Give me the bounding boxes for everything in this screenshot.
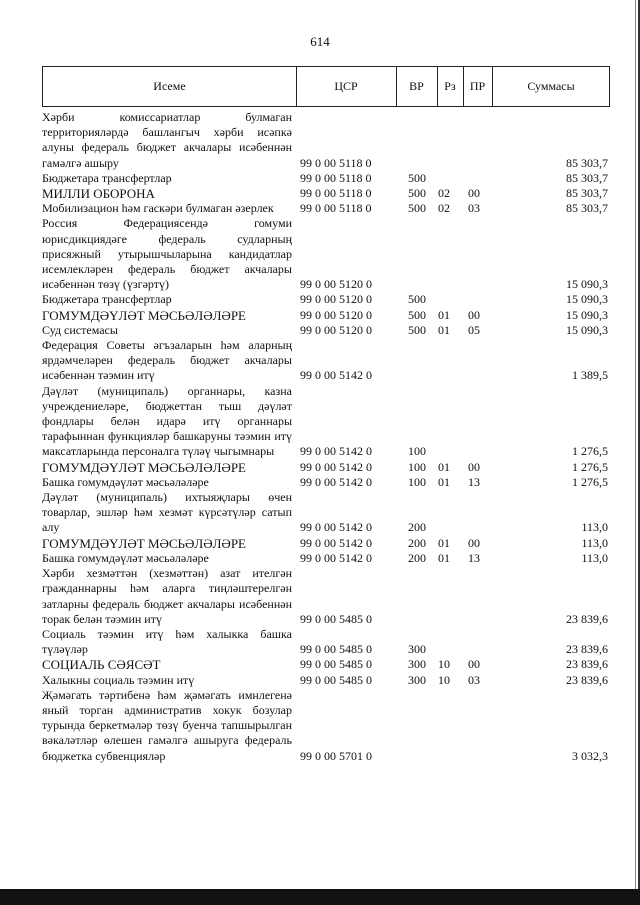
row-rz: 02 [438,201,450,216]
row-csr: 99 0 00 5142 0 [300,368,372,383]
row-sum: 113,0 [581,535,608,550]
table-row [42,536,610,551]
row-sum: 23 839,6 [566,672,608,687]
row-csr: 99 0 00 5142 0 [300,474,372,489]
row-name: МИЛЛИ ОБОРОНА [42,186,155,202]
header-pr: ПР [463,67,493,106]
table-row [42,673,610,688]
row-rz: 01 [438,474,450,489]
table-row [42,475,610,490]
scan-edge-inner [635,0,636,905]
row-sum: 23 839,6 [566,657,608,672]
row-pr: 13 [468,550,480,565]
table-row [42,308,610,323]
row-sum: 15 090,3 [566,307,608,322]
row-vr: 500 [408,201,426,216]
row-rz: 01 [438,307,450,322]
row-rz: 01 [438,535,450,550]
row-vr: 200 [408,535,426,550]
row-pr: 00 [468,535,480,550]
row-vr: 100 [408,474,426,489]
row-name: Дәүләт (муниципаль) ихтыяҗлары өчен товарлар, эшләр һәм хезмәт күрсәтүләр сатып алу [42,490,292,535]
row-name: Суд системасы [42,322,118,337]
row-name: ГОМУМДӘҮЛӘТ МӘСЬӘЛӘЛӘРЕ [42,307,246,323]
row-csr: 99 0 00 5118 0 [300,186,372,201]
row-csr: 99 0 00 5485 0 [300,611,372,626]
table-row [42,490,610,536]
row-csr: 99 0 00 5118 0 [300,155,372,170]
table-row [42,201,610,216]
row-sum: 1 276,5 [572,459,608,474]
row-csr: 99 0 00 5120 0 [300,322,372,337]
table-body [42,110,610,764]
row-vr: 300 [408,657,426,672]
row-name: Россия Федерациясендә гомуми юрисдикциядәге федераль судларның присяжный утырышчыларына кандидатлар исемлекләрен федераль бюджет акчалары исәбеннән төзү (үзгәртү) [42,216,292,292]
row-csr: 99 0 00 5120 0 [300,307,372,322]
row-vr: 500 [408,170,426,185]
table-row [42,688,610,764]
row-vr: 500 [408,322,426,337]
table-row [42,384,610,460]
row-name: ГОМУМДӘҮЛӘТ МӘСЬӘЛӘЛӘРЕ [42,459,246,475]
row-name: Халыкны социаль тәэмин итү [42,672,195,687]
row-sum: 85 303,7 [566,155,608,170]
row-name: Хәрби хезмәттән (хезмәттән) азат ителгән гражданнарны һәм аларга тиңләштерелгән затларны федераль бюджет акчалары исәбеннән торак белән тәэмин итү [42,566,292,626]
row-sum: 1 276,5 [572,444,608,459]
row-rz: 01 [438,550,450,565]
header-vr: ВР [396,67,438,106]
row-vr: 500 [408,307,426,322]
row-vr: 300 [408,672,426,687]
row-name: Бюджетара трансфертлар [42,170,172,185]
row-csr: 99 0 00 5142 0 [300,550,372,565]
row-rz: 01 [438,322,450,337]
row-name: Федерация Советы әгъзаларын һәм аларның ярдәмчеләрен федераль бюджет акчалары исәбеннән тәэмин итү [42,338,292,383]
table-row [42,292,610,307]
row-name: Социаль тәэмин итү һәм халыкка башка түләүләр [42,626,292,657]
row-sum: 15 090,3 [566,322,608,337]
table-header [42,66,610,107]
row-sum: 85 303,7 [566,201,608,216]
row-csr: 99 0 00 5142 0 [300,459,372,474]
row-name: СОЦИАЛЬ СӘЯСӘТ [42,657,161,673]
row-sum: 23 839,6 [566,642,608,657]
row-rz: 10 [438,672,450,687]
row-vr: 500 [408,292,426,307]
row-vr: 300 [408,642,426,657]
row-csr: 99 0 00 5485 0 [300,642,372,657]
row-sum: 15 090,3 [566,277,608,292]
row-vr: 100 [408,459,426,474]
row-sum: 85 303,7 [566,186,608,201]
row-pr: 13 [468,474,480,489]
page-number: 614 [310,34,330,49]
row-vr: 500 [408,186,426,201]
row-sum: 113,0 [581,520,608,535]
header-sum: Суммасы [527,79,575,93]
row-sum: 85 303,7 [566,170,608,185]
row-name: ГОМУМДӘҮЛӘТ МӘСЬӘЛӘЛӘРЕ [42,535,246,551]
row-pr: 00 [468,459,480,474]
header-csr: ЦСР [296,67,397,106]
row-pr: 00 [468,657,480,672]
row-pr: 03 [468,672,480,687]
row-vr: 200 [408,550,426,565]
table-row [42,338,610,384]
row-csr: 99 0 00 5118 0 [300,170,372,185]
table-row [42,460,610,475]
row-csr: 99 0 00 5142 0 [300,535,372,550]
row-name: Бюджетара трансфертлар [42,292,172,307]
header-rz: Рз [437,67,464,106]
table-row [42,186,610,201]
row-pr: 03 [468,201,480,216]
row-name: Җәмәгать тәртибенә һәм җәмәгать имнлегенә яный торган административ хокук бозулар турында беркетмәләр төзү буенча тапшырылган вәкаләтләр өлешен гамәлгә ашыруга федераль бюджетка субвенцияләр [42,687,292,763]
row-sum: 3 032,3 [572,748,608,763]
row-csr: 99 0 00 5120 0 [300,277,372,292]
table-row [42,323,610,338]
row-name: Дәүләт (муниципаль) органнары, казна учреждениеләре, бюджеттан тыш дәүләт фондлары белән идарә итү органнары тарафыннан функцияләр башкаруны тәэмин итү максатларында персоналга түләү чыгымнары [42,383,292,459]
row-sum: 113,0 [581,550,608,565]
row-csr: 99 0 00 5120 0 [300,292,372,307]
row-name: Хәрби комиссариатлар булмаган территорияләрдә башлангыч хәрби исәпкә алуны федераль бюджет акчалары исәбеннән гамәлгә ашыру [42,110,292,170]
row-sum: 15 090,3 [566,292,608,307]
row-csr: 99 0 00 5118 0 [300,201,372,216]
row-csr: 99 0 00 5701 0 [300,748,372,763]
row-vr: 100 [408,444,426,459]
row-csr: 99 0 00 5485 0 [300,672,372,687]
table-row [42,551,610,566]
row-name: Башка гомумдәүләт мәсьәләләре [42,550,209,565]
row-csr: 99 0 00 5142 0 [300,444,372,459]
row-rz: 01 [438,459,450,474]
table-row [42,110,610,171]
table-row [42,566,610,627]
row-name: Мобилизацион һәм гаскәри булмаган әзерлек [42,201,274,216]
row-sum: 23 839,6 [566,611,608,626]
row-vr: 200 [408,520,426,535]
row-pr: 00 [468,307,480,322]
row-sum: 1 389,5 [572,368,608,383]
table-row [42,171,610,186]
row-pr: 00 [468,186,480,201]
table-row [42,216,610,292]
row-csr: 99 0 00 5485 0 [300,657,372,672]
row-pr: 05 [468,322,480,337]
table-row [42,657,610,672]
header-name: Исеме [43,67,297,106]
row-rz: 10 [438,657,450,672]
row-name: Башка гомумдәүләт мәсьәләләре [42,474,209,489]
scan-bottom-band [0,889,640,905]
row-csr: 99 0 00 5142 0 [300,520,372,535]
row-sum: 1 276,5 [572,474,608,489]
row-rz: 02 [438,186,450,201]
table-row [42,627,610,657]
